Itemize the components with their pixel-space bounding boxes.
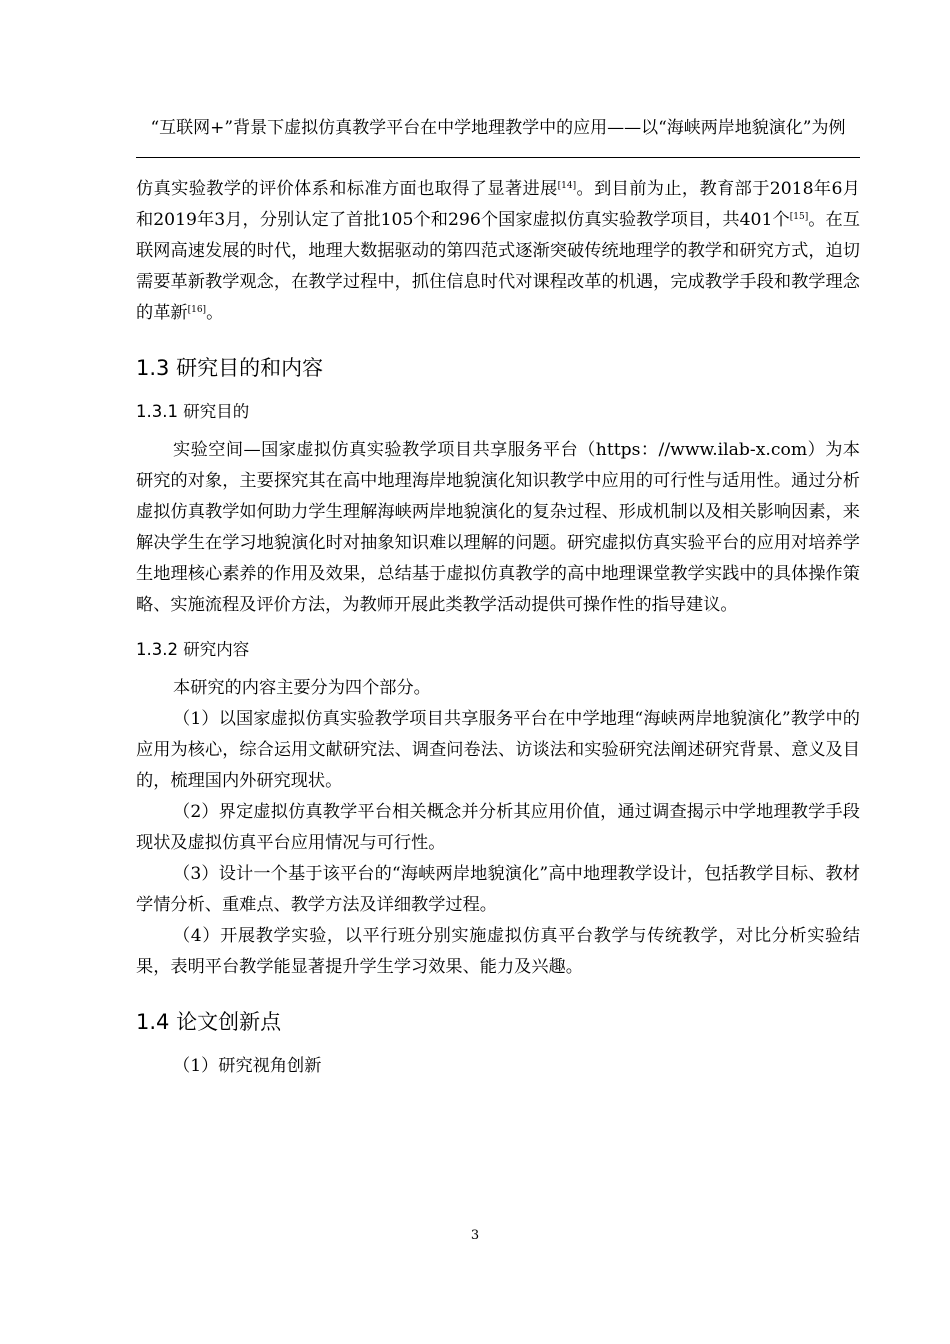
intro-text-3: 。在互联网高速发展的时代，地理大数据驱动的第四范式逐渐突破传统地理学的教学和研究方式，迫切需要革新教学观念，在教学过程中，抓住信息时代对课程改革的机遇，完成教学手段和教学理念的革新: [136, 210, 860, 323]
innovation-item-1: （1）研究视角创新: [173, 1056, 322, 1076]
section-1-4-heading: 1.4 论文创新点: [136, 1010, 282, 1034]
section-1-3-1-heading: 1.3.1 研究目的: [136, 402, 250, 421]
research-content-item-1: （1）以国家虚拟仿真实验教学项目共享服务平台在中学地理“海峡两岸地貌演化”教学中的应用为核心，综合运用文献研究法、调查问卷法、访谈法和实验研究法阐述研究背景、意义及目的，梳理国内外研究现状。: [136, 709, 860, 791]
research-content-item-3: （3）设计一个基于该平台的“海峡两岸地貌演化”高中地理教学设计，包括教学目标、教材学情分析、重难点、教学方法及详细教学过程。: [136, 864, 860, 915]
research-content-item-4: （4）开展教学实验，以平行班分别实施虚拟仿真平台教学与传统教学，对比分析实验结果，表明平台教学能显著提升学生学习效果、能力及兴趣。: [136, 926, 860, 977]
intro-paragraph: [136, 174, 860, 329]
research-purpose-paragraph: 实验空间—国家虚拟仿真实验教学项目共享服务平台（https：//www.ilab-x.com）为本研究的对象，主要探究其在高中地理海岸地貌演化知识教学中应用的可行性与适用性。通过分析虚拟仿真教学如何助力学生理解海峡两岸地貌演化的复杂过程、形成机制以及相关影响因素，来解决学生在学习地貌演化时对抽象知识难以理解的问题。研究虚拟仿真实验平台的应用对培养学生地理核心素养的作用及效果，总结基于虚拟仿真教学的高中地理课堂教学实践中的具体操作策略、实施流程及评价方法，为教师开展此类教学活动提供可操作性的指导建议。: [136, 440, 860, 615]
section-1-3-heading: 1.3 研究目的和内容: [136, 356, 324, 380]
page-number: 3: [470, 1228, 480, 1243]
running-header: “互联网+”背景下虚拟仿真教学平台在中学地理教学中的应用——以“海峡两岸地貌演化”为例: [150, 118, 846, 138]
research-content-intro: 本研究的内容主要分为四个部分。: [173, 678, 431, 698]
section-1-3-2-heading: 1.3.2 研究内容: [136, 640, 250, 659]
research-content-item-2: （2）界定虚拟仿真教学平台相关概念并分析其应用价值，通过调查揭示中学地理教学手段现状及虚拟仿真平台应用情况与可行性。: [136, 802, 860, 853]
page-body: [136, 174, 860, 1082]
citation-16[interactable]: [16]: [187, 305, 207, 315]
intro-text-4: 。: [206, 303, 224, 323]
header-rule: [136, 157, 860, 158]
intro-text-1: 仿真实验教学的评价体系和标准方面也取得了显著进展: [136, 179, 558, 199]
citation-15[interactable]: [15]: [789, 212, 809, 222]
citation-14[interactable]: [14]: [557, 181, 577, 191]
intro-text-2: 。到目前为止，教育部于2018年6月和2019年3月，分别认定了首批105个和296个国家虚拟仿真实验教学项目，共401个: [136, 179, 860, 230]
